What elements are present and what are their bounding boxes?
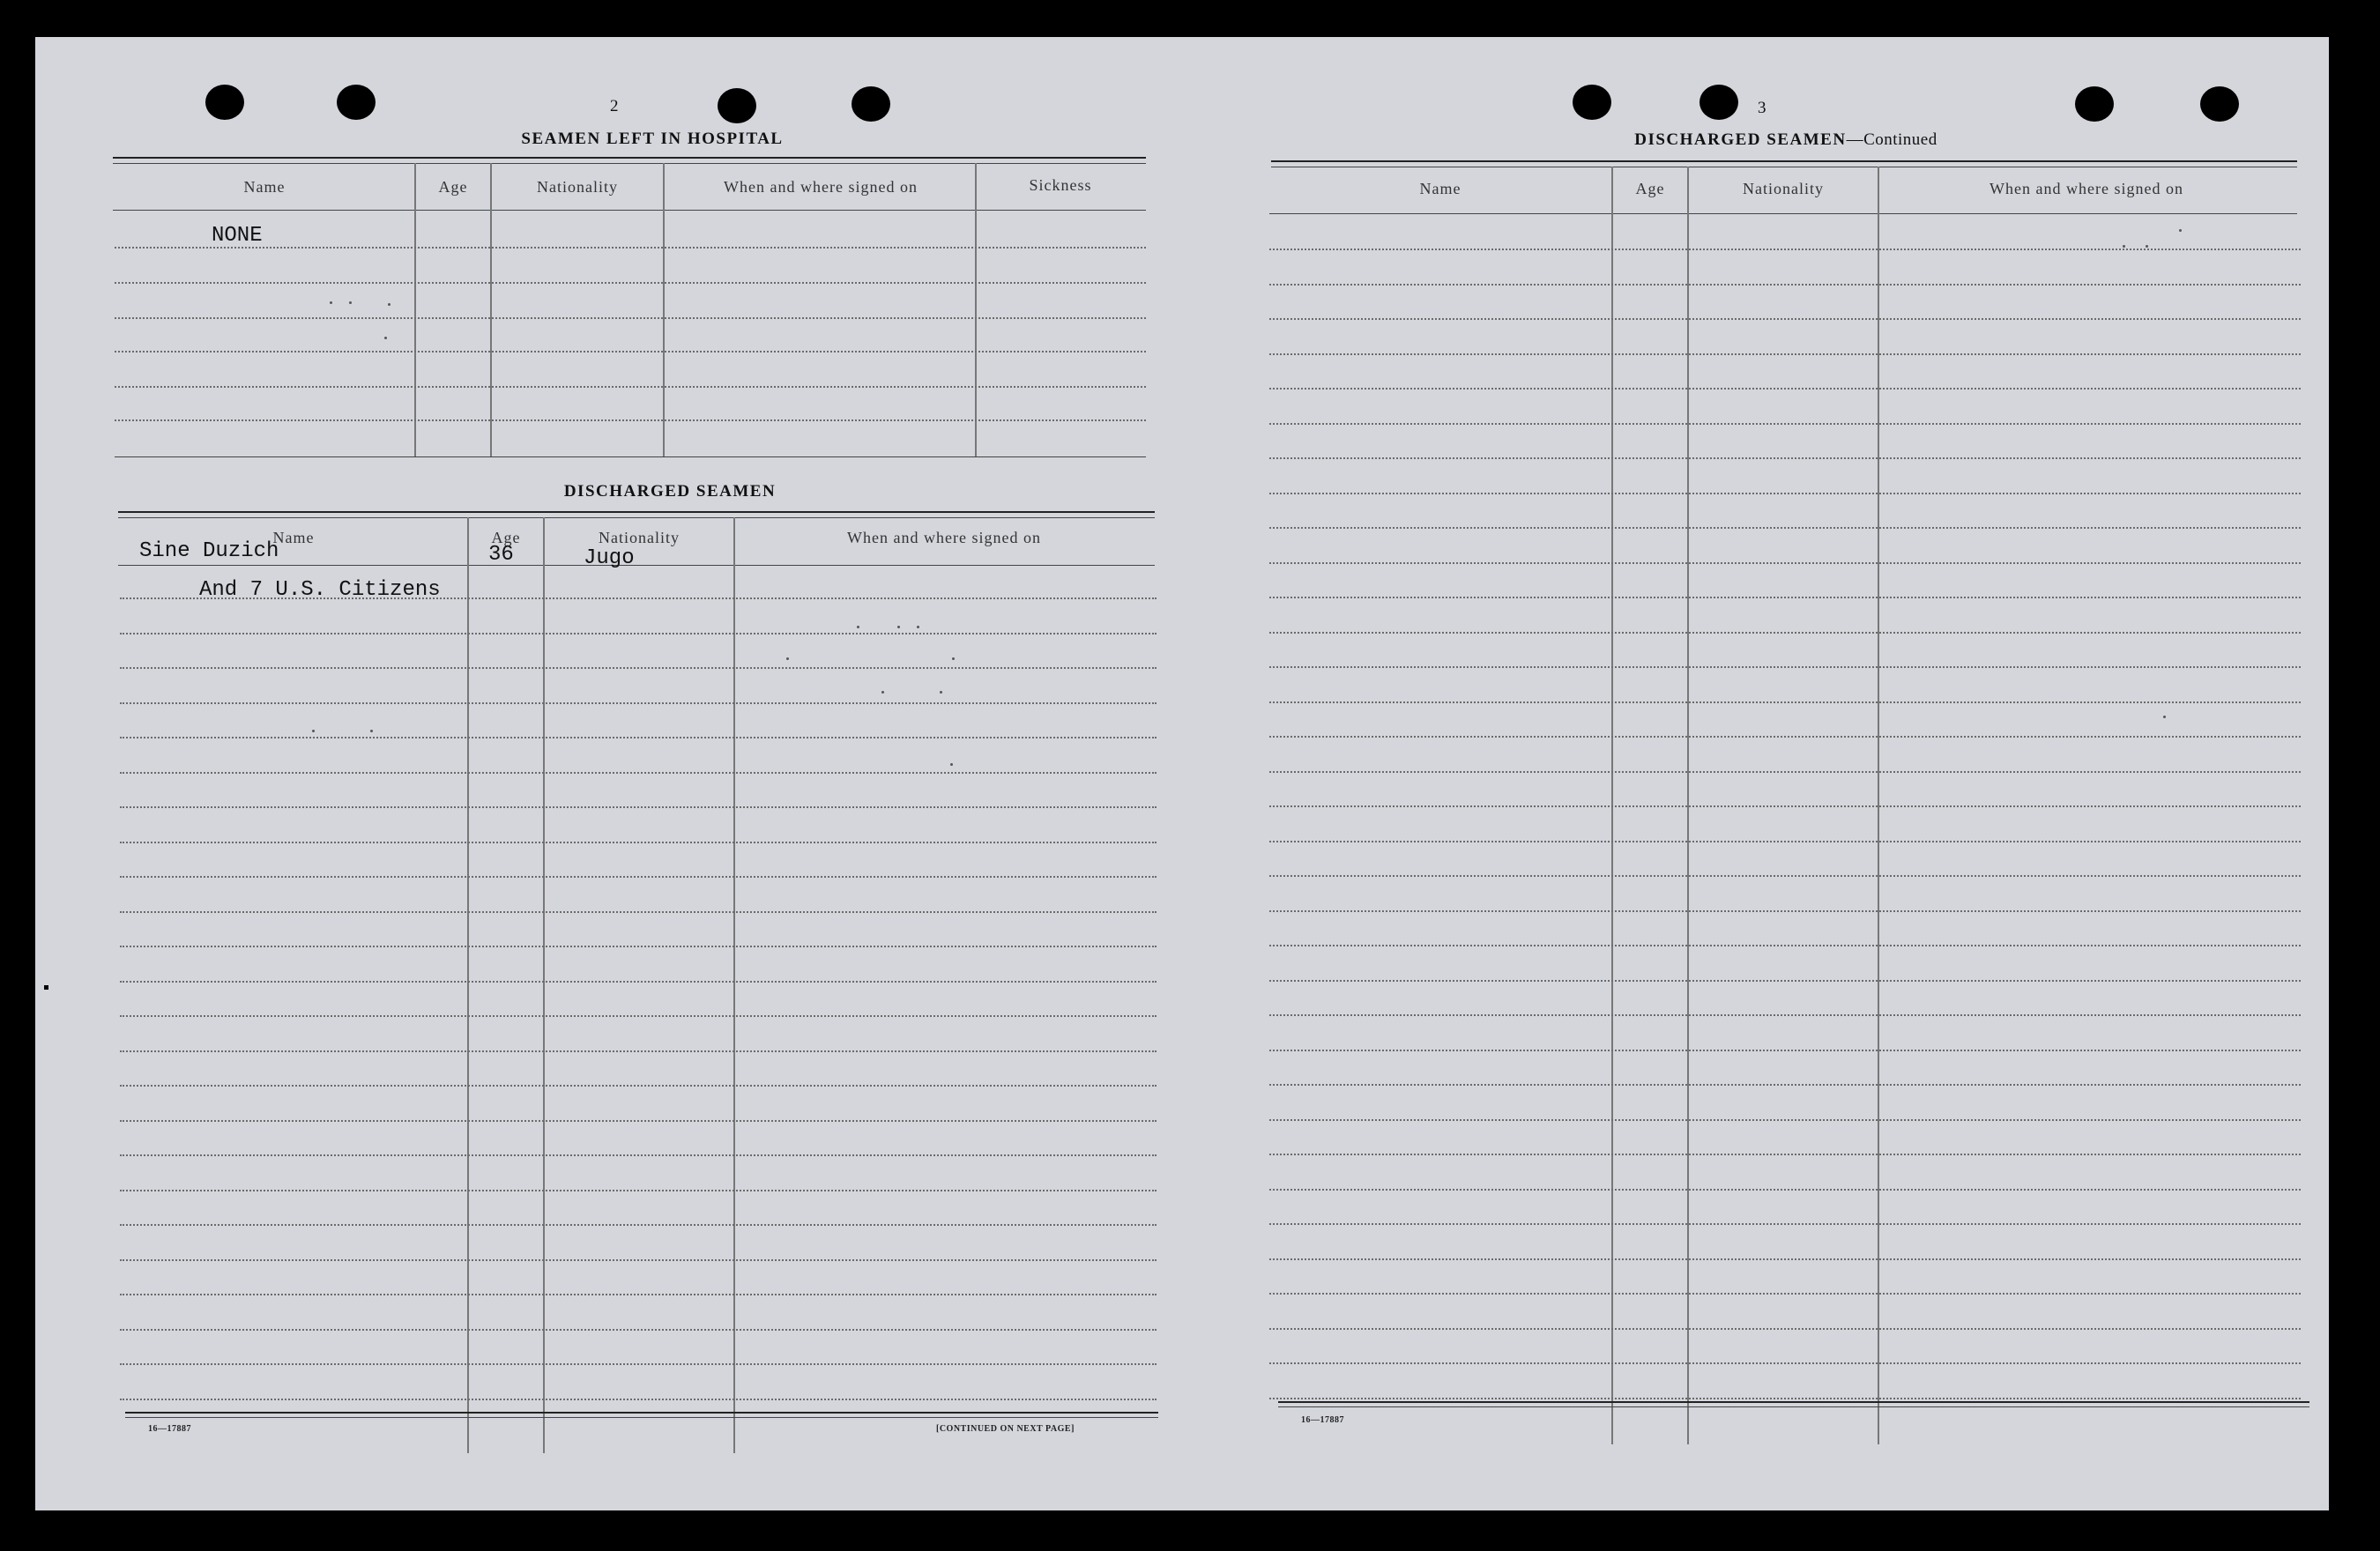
speck [2146,245,2148,248]
header-underline [1269,213,2297,214]
seaman-age: 36 [488,543,514,567]
ruled-line [1269,1154,2301,1155]
continued-note: [CONTINUED ON NEXT PAGE] [936,1424,1075,1434]
speck [952,657,955,660]
speck [2123,245,2125,248]
table-bottom-rule [125,1412,1158,1414]
column-header-name: Name [243,178,286,196]
ruled-line [115,419,1146,421]
column-divider [467,517,469,1453]
ruled-line [120,842,1157,843]
seaman-name: And 7 U.S. Citizens [199,578,441,602]
table-top-rule [1271,160,2297,162]
column-header-sickness: Sickness [1029,176,1092,194]
ruled-line [1269,1014,2301,1016]
speck [388,303,390,306]
ruled-line [1269,423,2301,425]
punch-hole [205,85,244,120]
ruled-line [1269,527,2301,529]
speck [330,301,332,304]
ruled-line [1269,318,2301,320]
table-bottom-rule [125,1417,1158,1418]
speck [917,626,919,628]
ruled-line [1269,632,2301,634]
ruled-line [120,1329,1157,1331]
ruled-line [120,772,1157,774]
speck [384,337,387,339]
ruled-line [120,1015,1157,1017]
ruled-line [115,351,1146,352]
punch-hole [1699,85,1738,120]
ruled-line [1269,1328,2301,1330]
ruled-line [1269,457,2301,459]
speck [940,691,942,694]
speck [950,763,953,766]
page-number: 3 [1758,99,1767,117]
column-header-signed-on: When and where signed on [724,178,918,196]
ruled-line [1269,353,2301,355]
column-divider [663,163,665,457]
ruled-line [120,981,1157,983]
ruled-line [1269,1119,2301,1121]
column-header-age: Age [491,529,521,546]
column-header-nationality: Nationality [599,529,680,546]
ruled-line [1269,1293,2301,1295]
ruled-line [120,1224,1157,1226]
discharged-continued-title [1521,130,2050,150]
ruled-line [1269,1362,2301,1364]
ruled-line [1269,980,2301,982]
column-header-name: Name [272,529,315,546]
speck [312,730,315,732]
ruled-line [1269,771,2301,773]
speck [2163,716,2166,718]
ruled-line [115,282,1146,284]
table-bottom-rule [115,456,1146,457]
ruled-line [1269,1084,2301,1086]
column-divider [414,163,416,457]
punch-hole [1573,85,1611,120]
ruled-line [120,702,1157,704]
title-main: DISCHARGED SEAMEN [1634,130,1847,149]
speck [857,626,859,628]
speck [897,626,900,628]
ruled-line [1269,493,2301,494]
ruled-line [1269,875,2301,877]
column-header-age: Age [438,178,468,196]
column-header-nationality: Nationality [537,178,618,196]
punch-hole [2075,86,2114,122]
hospital-section-title: SEAMEN LEFT IN HOSPITAL [521,130,784,148]
ruled-line [120,806,1157,808]
table-bottom-rule [1278,1401,2309,1403]
ruled-line [120,1050,1157,1052]
column-divider [975,163,977,457]
table-top-rule [113,163,1146,164]
ruled-line [120,1190,1157,1191]
ruled-line [115,386,1146,388]
column-divider [543,517,545,1453]
discharged-section-title: DISCHARGED SEAMEN [563,482,777,501]
form-number: 16—17887 [1301,1415,1344,1425]
ruled-line [1269,1189,2301,1191]
ruled-line [1269,597,2301,598]
ruled-line [120,1294,1157,1295]
ruled-line [1269,841,2301,842]
table-top-rule [118,511,1155,513]
ruled-line [1269,701,2301,703]
form-number: 16—17887 [148,1424,191,1434]
ruled-line [115,247,1146,249]
ruled-line [1269,910,2301,912]
table-top-rule [113,157,1146,159]
ruled-line [1269,1050,2301,1051]
seaman-nationality: Jugo [584,546,635,570]
table-top-rule [118,517,1155,518]
ruled-line [1269,1223,2301,1225]
edge-mark [44,985,48,990]
ruled-line [1269,1258,2301,1260]
ruled-line [115,317,1146,319]
column-header-signed-on: When and where signed on [1990,180,2183,197]
column-divider [733,517,735,1453]
ruled-line [1269,805,2301,807]
ruled-line [1269,388,2301,390]
speck [881,691,884,694]
ruled-line [120,911,1157,913]
ruled-line [120,946,1157,947]
document-spread [35,37,2329,1510]
header-underline [113,210,1146,211]
speck [349,301,352,304]
column-header-nationality: Nationality [1743,180,1824,197]
hospital-entry: NONE [212,224,263,248]
ruled-line [1269,1398,2301,1399]
punch-hole [852,86,890,122]
ruled-line [120,667,1157,669]
column-divider [490,163,492,457]
ruled-line [120,1154,1157,1156]
title-continued: —Continued [1846,130,1937,149]
column-header-age: Age [1635,180,1665,197]
ruled-line [120,1085,1157,1087]
speck [2179,229,2182,232]
ruled-line [1269,249,2301,250]
ruled-line [120,633,1157,634]
table-bottom-rule [1278,1406,2309,1407]
ruled-line [1269,562,2301,564]
page-number: 2 [610,97,620,115]
header-underline [118,565,1155,566]
ruled-line [120,1120,1157,1122]
ruled-line [120,1399,1157,1400]
punch-hole [2200,86,2239,122]
ruled-line [1269,736,2301,738]
column-header-signed-on: When and where signed on [847,529,1041,546]
speck [370,730,373,732]
ruled-line [1269,284,2301,286]
speck [786,657,789,660]
ruled-line [120,876,1157,878]
ruled-line [120,1363,1157,1365]
punch-hole [337,85,376,120]
punch-hole [718,88,756,123]
ruled-line [1269,666,2301,668]
column-header-name: Name [1419,180,1461,197]
ruled-line [120,737,1157,738]
ruled-line [120,1259,1157,1261]
seaman-name: Sine Duzich [139,539,279,563]
ruled-line [1269,945,2301,946]
